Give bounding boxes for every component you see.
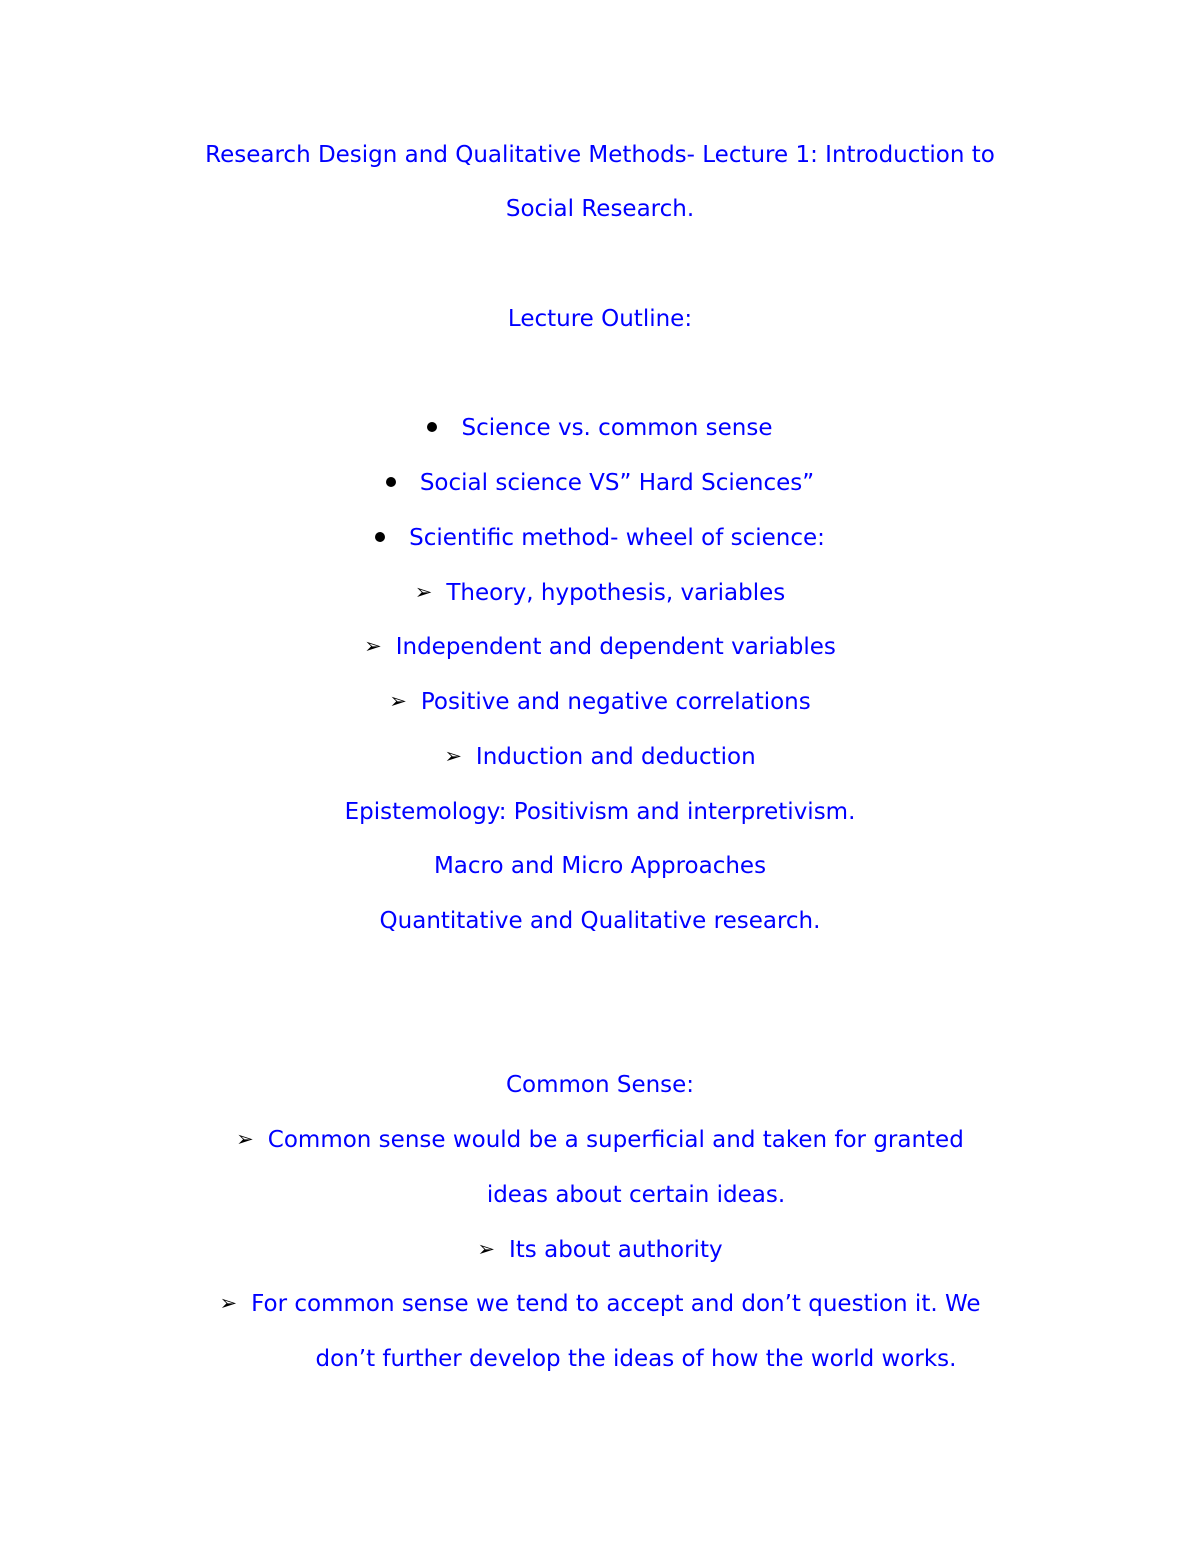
arrow-bullet-icon: ➢ bbox=[414, 580, 433, 604]
common-sense-item bbox=[0, 1235, 1200, 1265]
arrow-bullet-icon: ➢ bbox=[444, 744, 462, 768]
outline-item bbox=[0, 468, 1200, 498]
bullet-icon bbox=[427, 422, 437, 432]
common-sense-item bbox=[0, 1289, 1200, 1319]
outline-item-text: Social science VS” Hard Sciences” bbox=[419, 470, 815, 496]
common-sense-item-continuation: ideas about certain ideas. bbox=[486, 1182, 786, 1208]
outline-subitem-text: Induction and deduction bbox=[475, 744, 756, 770]
arrow-bullet-icon: ➢ bbox=[219, 1291, 238, 1315]
topic-line: Quantitative and Qualitative research. bbox=[379, 908, 821, 934]
arrow-bullet-icon: ➢ bbox=[477, 1237, 495, 1261]
topic-line: Epistemology: Positivism and interpretivism. bbox=[344, 799, 856, 825]
outline-subitem-text: Theory, hypothesis, variables bbox=[446, 580, 786, 606]
common-sense-item-text: For common sense we tend to accept and don’t question it. We bbox=[251, 1291, 981, 1317]
common-sense-heading: Common Sense: bbox=[505, 1072, 695, 1098]
arrow-bullet-icon: ➢ bbox=[236, 1127, 254, 1151]
arrow-bullet-icon: ➢ bbox=[389, 689, 407, 713]
bullet-icon bbox=[375, 532, 385, 542]
outline-item bbox=[0, 523, 1200, 553]
outline-subitem bbox=[0, 687, 1200, 717]
title-line-1: Research Design and Qualitative Methods- Lecture 1: Introduction to bbox=[205, 142, 995, 168]
outline-subitem bbox=[0, 742, 1200, 772]
outline-subitem-text: Independent and dependent variables bbox=[395, 634, 836, 660]
common-sense-item-continuation: don’t further develop the ideas of how the world works. bbox=[315, 1346, 957, 1372]
bullet-icon bbox=[386, 477, 396, 487]
outline-subitem bbox=[0, 578, 1200, 608]
outline-subitem-text: Positive and negative correlations bbox=[420, 689, 811, 715]
title-line-2: Social Research. bbox=[505, 196, 695, 222]
common-sense-item bbox=[0, 1125, 1200, 1155]
outline-item-text: Science vs. common sense bbox=[461, 415, 773, 441]
topic-line: Macro and Micro Approaches bbox=[433, 853, 767, 879]
outline-item-text: Scientific method- wheel of science: bbox=[409, 525, 825, 551]
outline-subitem bbox=[0, 632, 1200, 662]
outline-heading: Lecture Outline: bbox=[507, 306, 693, 332]
outline-item bbox=[0, 413, 1200, 443]
arrow-bullet-icon: ➢ bbox=[364, 634, 382, 658]
common-sense-item-text: Common sense would be a superficial and taken for granted bbox=[267, 1127, 964, 1153]
common-sense-item-text: Its about authority bbox=[509, 1237, 723, 1263]
